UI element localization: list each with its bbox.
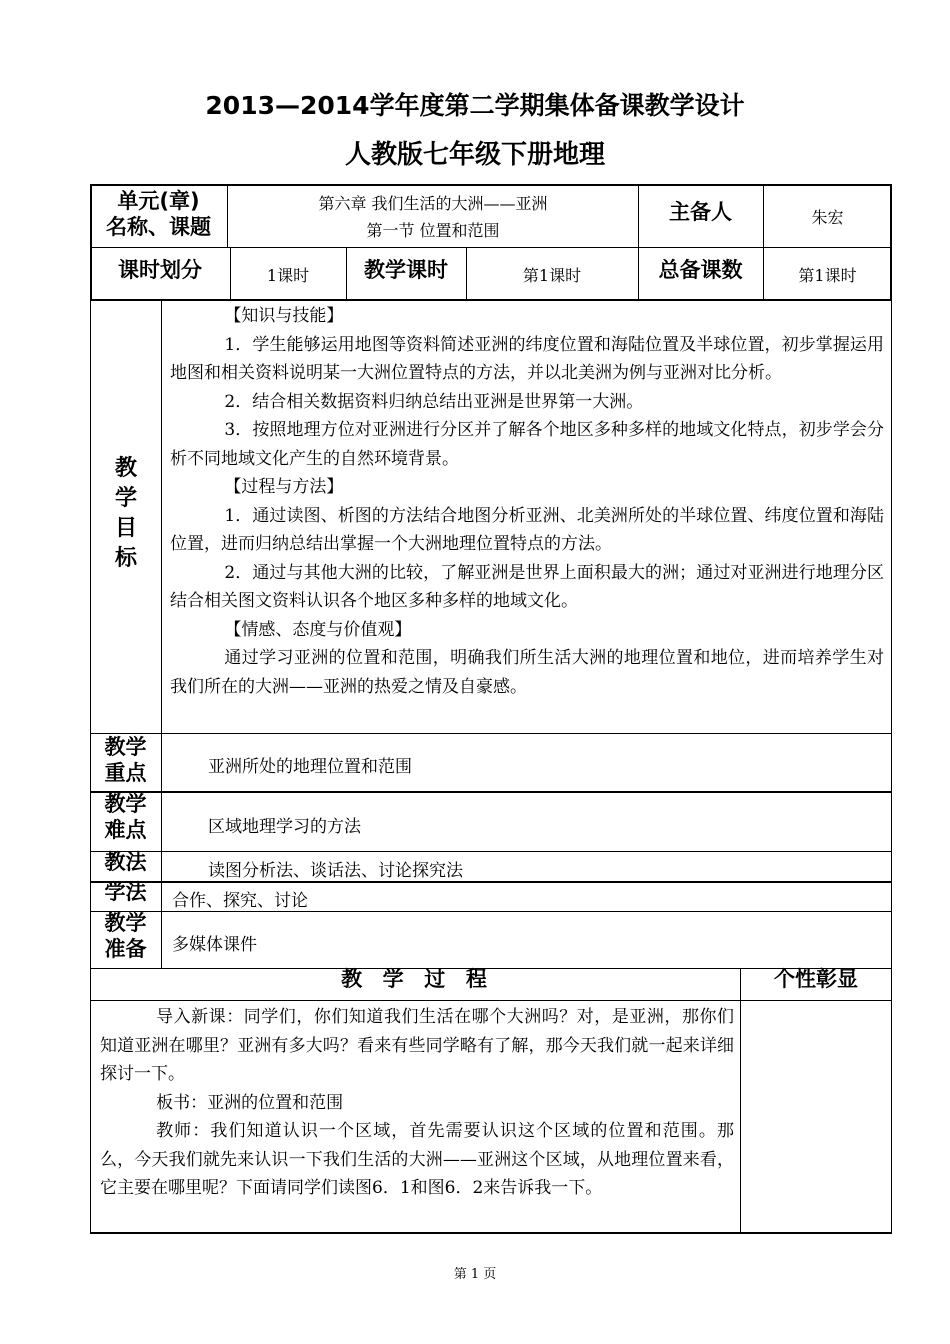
learn-label: 学法 <box>104 880 147 904</box>
key-label-line1: 教学 <box>104 735 147 759</box>
preparer-value: 朱宏 <box>811 208 844 227</box>
unit-label <box>90 188 227 240</box>
prep-label-line1: 教学 <box>104 911 147 935</box>
key-value: 亚洲所处的地理位置和范围 <box>208 757 412 777</box>
label-char: 标 <box>114 546 137 571</box>
prep-value: 多媒体课件 <box>172 935 257 955</box>
page-number: 第 1 页 <box>453 1267 497 1282</box>
key-label <box>90 734 161 786</box>
unit-label-line2: 名称、课题 <box>106 215 211 239</box>
objective-item: 3．按照地理方位对亚洲进行分区并了解各个地区多种多样的地域文化特点，初步学会分析不同地域文化产生的自然环境背景。 <box>170 420 884 469</box>
prep-label <box>90 910 161 962</box>
label-char: 教 <box>114 456 137 481</box>
key-label-line2: 重点 <box>104 761 147 785</box>
objective-item: 1．学生能够运用地图等资料简述亚洲的纬度位置和海陆位置及半球位置，初步掌握运用地图和相关资料说明某一大洲位置特点的方法，并以北美洲为例与亚洲对比分析。 <box>170 334 884 383</box>
divider <box>161 851 162 883</box>
objective-item: 通过学习亚洲的位置和范围，明确我们所生活大洲的地理位置和地位，进而培养学生对我们所在的大洲——亚洲的热爱之情及自豪感。 <box>170 648 884 697</box>
prep-label-line2: 准备 <box>104 937 147 961</box>
divider <box>161 911 162 969</box>
period-label: 课时划分 <box>118 258 202 282</box>
process-paragraph: 导入新课：同学们，你们知道我们生活在哪个大洲吗？对，是亚洲，那你们知道亚洲在哪里？亚洲有多大吗？看来有些同学略有了解，那今天我们就一起来详细探讨一下。 <box>100 1007 734 1084</box>
objective-item: 2．通过与其他大洲的比较，了解亚洲是世界上面积最大的洲；通过对亚洲进行地理分区结合相关图文资料认识各个地区多种多样的地域文化。 <box>170 562 884 611</box>
objective-heading: 【情感、态度与价值观】 <box>224 619 412 640</box>
document-title: 2013—2014学年度第二学期集体备课教学设计 <box>205 91 745 120</box>
period-value: 1课时 <box>266 266 310 285</box>
unit-value <box>228 190 638 244</box>
divider <box>161 733 162 793</box>
label-char: 学 <box>114 486 137 511</box>
difficulty-label-line1: 教学 <box>104 792 147 816</box>
unit-value-line1: 第六章 我们生活的大洲——亚洲 <box>318 194 548 213</box>
divider <box>161 882 162 912</box>
label-char: 目 <box>114 516 137 541</box>
objectives-label <box>111 454 141 574</box>
personal-area[interactable] <box>741 1001 891 1232</box>
unit-value-line2: 第一节 位置和范围 <box>366 221 500 240</box>
teaching-period-label: 教学课时 <box>364 258 448 282</box>
objectives-content <box>170 302 884 701</box>
divider <box>90 247 892 248</box>
teaching-period-value: 第1课时 <box>522 266 582 285</box>
method-value: 读图分析法、谈话法、讨论探究法 <box>208 861 463 881</box>
total-value: 第1课时 <box>798 266 857 285</box>
process-paragraph: 教师：我们知道认识一个区域，首先需要认识这个区域的位置和范围。那么，今天我们就先来认识一下我们生活的大洲——亚洲这个区域，从地理位置来看，它主要在哪里呢？下面请同学们读图6．1和图6．2来告诉我一下。 <box>100 1121 734 1198</box>
objective-heading: 【知识与技能】 <box>224 306 344 326</box>
learn-value: 合作、探究、讨论 <box>172 891 308 911</box>
objective-item: 2．结合相关数据资料归纳总结出亚洲是世界第一大洲。 <box>224 391 644 412</box>
objective-item: 1．通过读图、析图的方法结合地图分析亚洲、北美洲所处的半球位置、纬度位置和海陆位置，进而归纳总结出掌握一个大洲地理位置特点的方法。 <box>170 505 884 554</box>
objective-heading: 【过程与方法】 <box>224 477 344 497</box>
divider <box>161 792 162 852</box>
process-title: 教 学 过 程 <box>341 967 489 991</box>
personal-label: 个性彰显 <box>774 967 858 991</box>
difficulty-value: 区域地理学习的方法 <box>208 817 361 837</box>
difficulty-label-line2: 难点 <box>104 818 147 842</box>
unit-label-line1: 单元(章) <box>117 189 200 213</box>
difficulty-label <box>90 791 161 843</box>
total-label: 总备课数 <box>658 258 743 282</box>
method-label: 教法 <box>104 850 147 874</box>
divider <box>161 300 162 734</box>
process-paragraph: 板书：亚洲的位置和范围 <box>156 1092 344 1113</box>
document-subtitle: 人教版七年级下册地理 <box>344 140 605 170</box>
process-content <box>100 1003 734 1203</box>
preparer-label: 主备人 <box>669 200 732 224</box>
